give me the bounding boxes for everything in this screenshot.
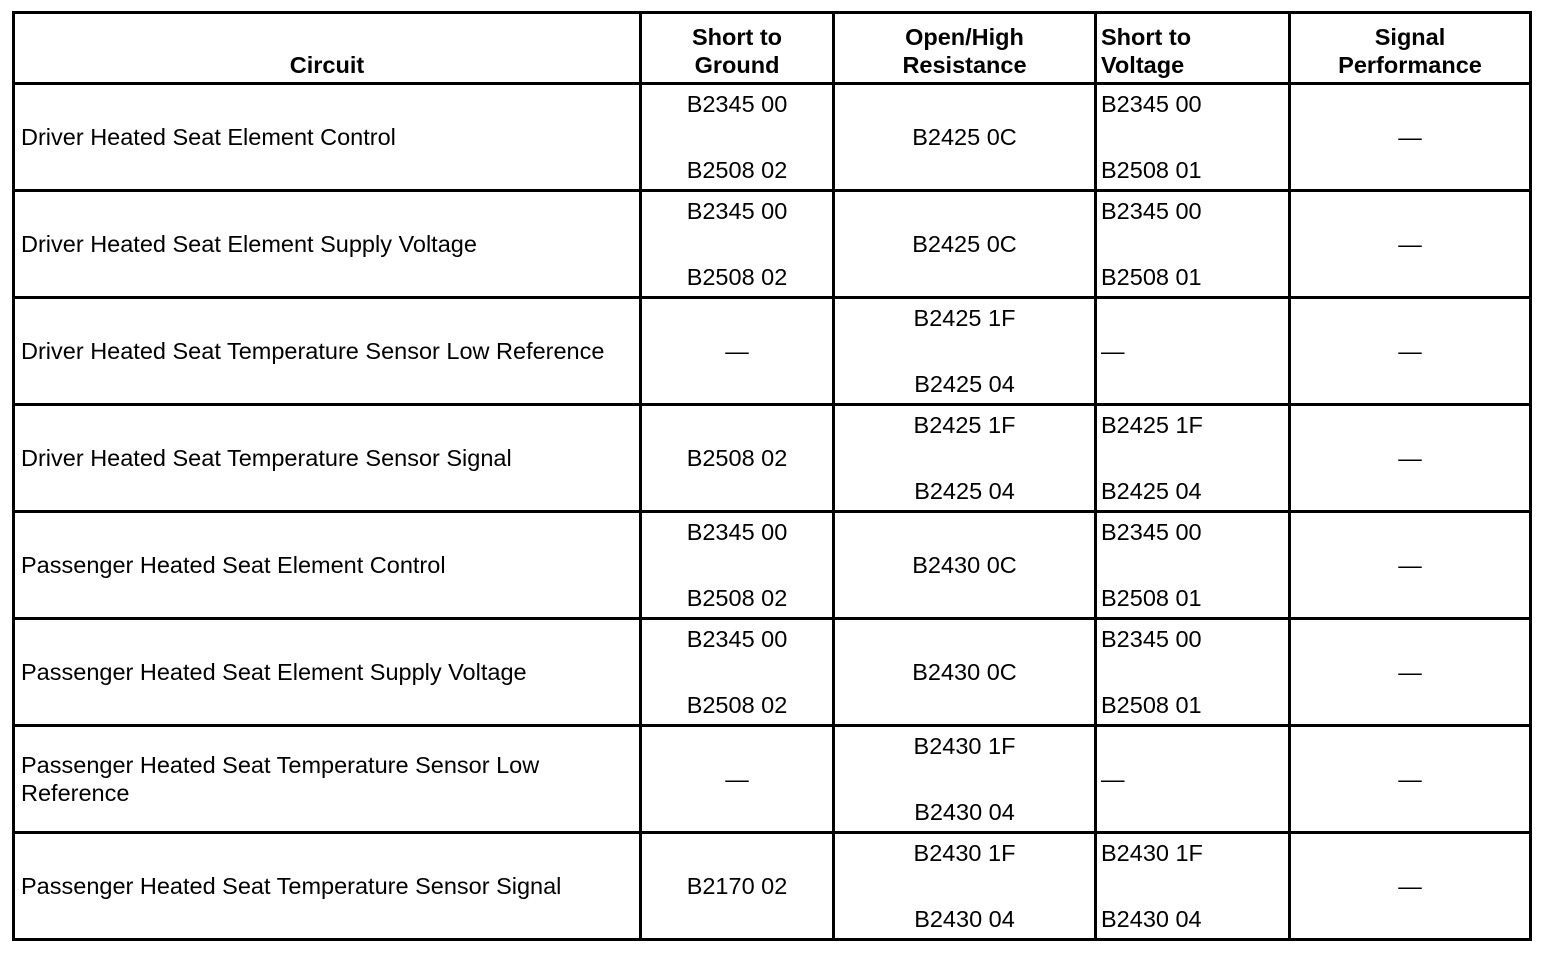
dtc-code: B2430 0C [912,659,1017,685]
dtc-code: — [1398,124,1422,150]
short-to-voltage-cell [1096,84,1290,191]
table-row [14,191,1531,298]
circuit-cell: Passenger Heated Seat Element Control [14,512,641,619]
signal-performance-cell [1290,833,1531,940]
dtc-code: — [1398,873,1422,899]
short-to-ground-cell [641,84,834,191]
dtc-code: B2430 04 [914,799,1015,825]
header-signal-performance-line2: Performance [1338,52,1482,78]
header-short-to-ground-line1: Short to [691,24,783,50]
signal-performance-cell [1290,512,1531,619]
dtc-code: B2430 1F [913,733,1016,759]
open-high-resistance-cell [834,405,1096,512]
dtc-code: B2425 0C [912,231,1017,257]
dtc-code: B2508 02 [686,692,788,718]
header-open-high-resistance [834,13,1096,84]
dtc-code: — [1101,766,1125,792]
signal-performance-cell [1290,84,1531,191]
short-to-ground-cell [641,405,834,512]
dtc-code: — [1398,766,1422,792]
header-signal-performance [1290,13,1531,84]
short-to-voltage-cell [1096,512,1290,619]
open-high-resistance-cell [834,726,1096,833]
dtc-code: B2345 00 [1101,626,1202,652]
table-body [14,84,1531,940]
open-high-resistance-cell [834,833,1096,940]
dtc-code: B2345 00 [1101,198,1202,224]
header-short-to-voltage [1096,13,1290,84]
dtc-code: B2430 1F [913,840,1016,866]
dtc-code: B2345 00 [686,519,788,545]
dtc-symptom-table [12,11,1532,941]
dtc-code: B2345 00 [686,198,788,224]
dtc-code: B2425 04 [914,478,1015,504]
header-short-to-voltage-line1: Short to [1101,24,1192,50]
dtc-code: B2508 01 [1101,157,1202,183]
dtc-code: B2425 1F [913,305,1016,331]
short-to-voltage-cell [1096,619,1290,726]
dtc-code: B2430 0C [912,552,1017,578]
table-row [14,84,1531,191]
short-to-ground-cell [641,298,834,405]
header-short-to-voltage-line2: Voltage [1101,52,1185,78]
short-to-ground-cell [641,619,834,726]
short-to-voltage-cell [1096,405,1290,512]
open-high-resistance-cell [834,298,1096,405]
dtc-code: B2430 04 [1101,906,1202,932]
header-short-to-ground-line2: Ground [694,52,780,78]
dtc-code: B2508 01 [1101,264,1202,290]
dtc-code: — [1398,445,1422,471]
dtc-code: B2430 1F [1101,840,1203,866]
dtc-code: — [1398,552,1422,578]
dtc-code: B2345 00 [1101,519,1202,545]
table-row [14,512,1531,619]
table-row [14,298,1531,405]
dtc-code: B2430 04 [914,906,1015,932]
dtc-code: B2345 00 [686,626,788,652]
dtc-code: B2170 02 [686,873,788,899]
circuit-cell: Driver Heated Seat Element Supply Voltage [14,191,641,298]
table-row [14,619,1531,726]
signal-performance-cell [1290,726,1531,833]
circuit-cell: Passenger Heated Seat Element Supply Voltage [14,619,641,726]
dtc-code: B2425 0C [912,124,1017,150]
short-to-voltage-cell [1096,833,1290,940]
circuit-cell: Driver Heated Seat Temperature Sensor Low Reference [14,298,641,405]
dtc-code: B2345 00 [1101,91,1202,117]
open-high-resistance-cell [834,191,1096,298]
dtc-code: B2425 04 [914,371,1015,397]
dtc-code: — [725,766,749,792]
short-to-voltage-cell [1096,191,1290,298]
dtc-code: B2345 00 [686,91,788,117]
dtc-code: — [725,338,749,364]
header-open-high-resistance-line1: Open/High [905,24,1024,50]
open-high-resistance-cell [834,512,1096,619]
circuit-cell: Driver Heated Seat Temperature Sensor Signal [14,405,641,512]
header-short-to-ground [641,13,834,84]
dtc-code: B2508 02 [686,264,788,290]
open-high-resistance-cell [834,84,1096,191]
dtc-code: — [1398,231,1422,257]
short-to-voltage-cell [1096,298,1290,405]
circuit-cell: Passenger Heated Seat Temperature Sensor Low Reference [14,726,641,833]
signal-performance-cell [1290,298,1531,405]
dtc-code: B2508 02 [686,445,788,471]
circuit-cell: Passenger Heated Seat Temperature Sensor Signal [14,833,641,940]
dtc-code: — [1101,338,1125,364]
short-to-ground-cell [641,726,834,833]
header-open-high-resistance-line2: Resistance [902,52,1027,78]
dtc-code: B2508 01 [1101,692,1202,718]
open-high-resistance-cell [834,619,1096,726]
dtc-code: B2425 1F [913,412,1016,438]
dtc-code: — [1398,659,1422,685]
dtc-code: B2508 02 [686,157,788,183]
short-to-ground-cell [641,512,834,619]
table-row [14,833,1531,940]
header-circuit: Circuit [14,13,641,84]
circuit-cell: Driver Heated Seat Element Control [14,84,641,191]
signal-performance-cell [1290,619,1531,726]
signal-performance-cell [1290,405,1531,512]
dtc-code: B2425 04 [1101,478,1202,504]
dtc-code: B2508 01 [1101,585,1202,611]
header-signal-performance-line1: Signal [1374,24,1446,50]
signal-performance-cell [1290,191,1531,298]
short-to-voltage-cell [1096,726,1290,833]
dtc-code: — [1398,338,1422,364]
table-row [14,726,1531,833]
table-row [14,405,1531,512]
short-to-ground-cell [641,833,834,940]
header-row [14,13,1531,84]
dtc-code: B2508 02 [686,585,788,611]
dtc-code: B2425 1F [1101,412,1203,438]
short-to-ground-cell [641,191,834,298]
